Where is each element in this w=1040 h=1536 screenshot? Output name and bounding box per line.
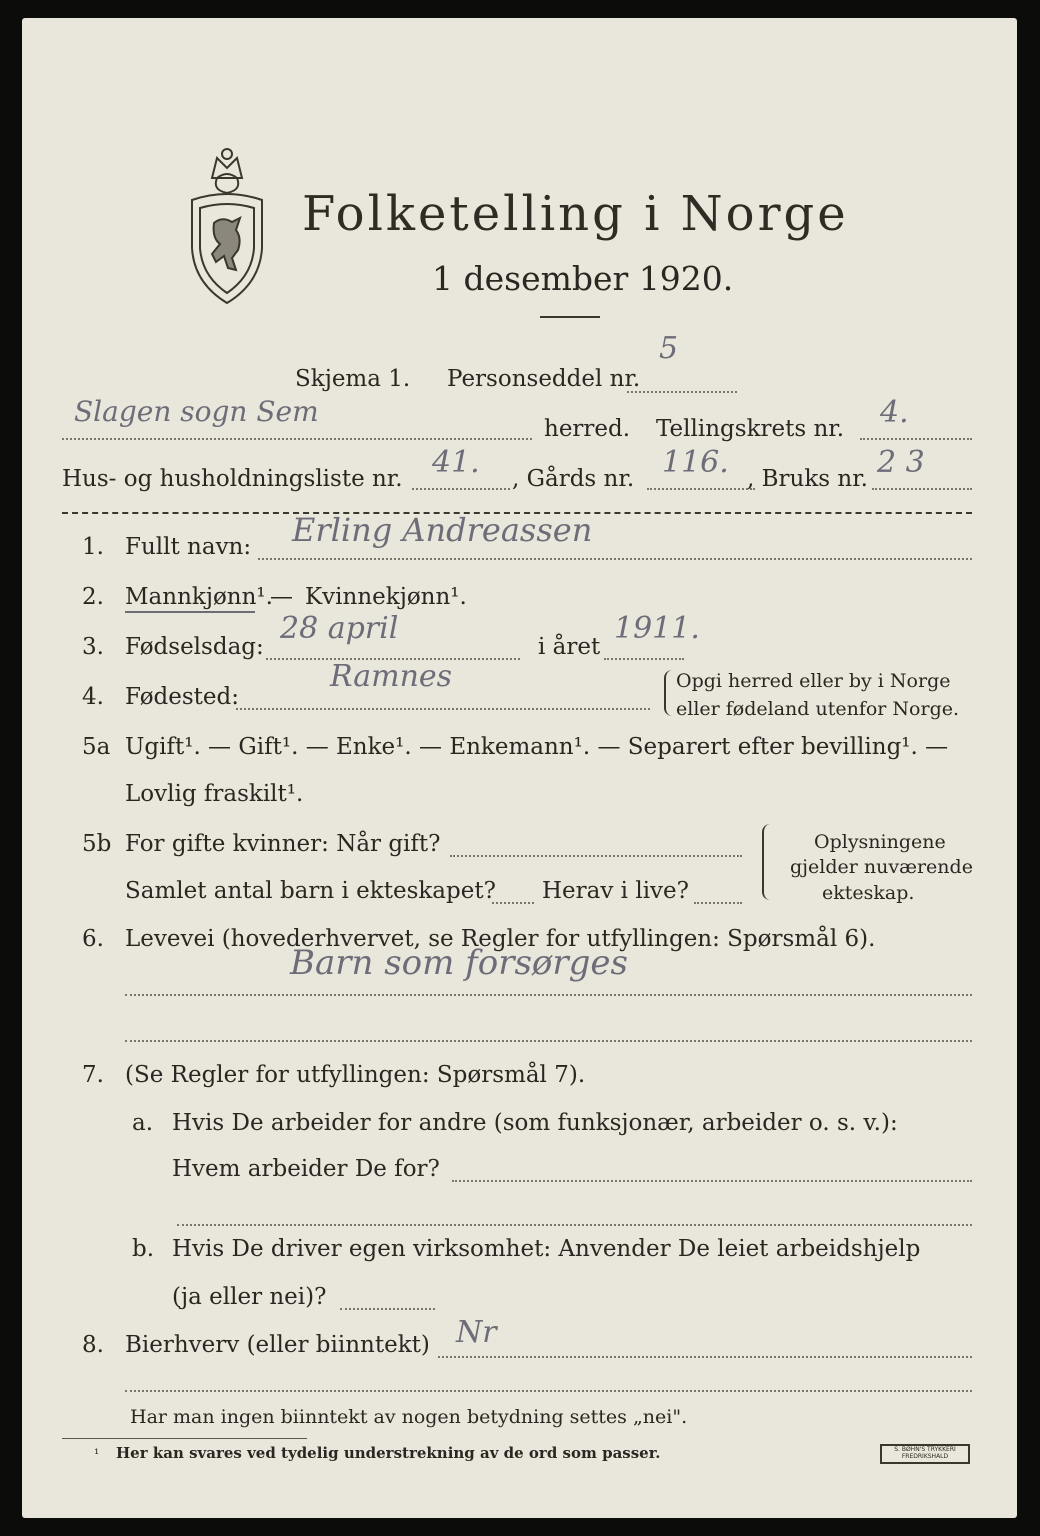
footnote-text: Her kan svares ved tydelig understrekning av de ord som passer.	[116, 1444, 661, 1462]
q4-label: Fødested:	[125, 684, 240, 710]
q5b-note-3: ekteskap.	[822, 882, 915, 904]
hus-label: Hus- og husholdningsliste nr.	[62, 466, 403, 492]
q7-label: (Se Regler for utfyllingen: Spørsmål 7).	[125, 1062, 586, 1088]
q3-label: Fødselsdag:	[125, 634, 264, 660]
census-form	[22, 18, 1017, 1518]
q7-number: 7.	[82, 1062, 104, 1088]
bruks-label: , Bruks nr.	[747, 466, 868, 492]
q3-birthday-value: 28 april	[280, 611, 399, 646]
printer-stamp: S. BØHN'S TRYKKERI FREDRIKSHALD	[880, 1444, 970, 1464]
q5b-note-2: gjelder nuværende	[790, 856, 973, 878]
gards-label: , Gårds nr.	[512, 466, 635, 492]
herred-label: herred.	[544, 416, 631, 442]
tellingskrets-value: 4.	[880, 395, 909, 430]
tellingskrets-label: Tellingskrets nr.	[656, 416, 845, 442]
q7b-line-1: Hvis De driver egen virksomhet: Anvender De leiet arbeidshjelp	[172, 1236, 921, 1262]
footer-note: Har man ingen biinntekt av nogen betydning settes „nei".	[130, 1406, 688, 1428]
hus-value: 41.	[432, 445, 480, 480]
personseddel-label: Personseddel nr.	[447, 366, 641, 392]
coat-of-arms-icon	[182, 138, 272, 308]
q7a-line-2: Hvem arbeider De for?	[172, 1156, 440, 1182]
gards-value: 116.	[662, 445, 729, 480]
q5b-married-label: For gifte kvinner: Når gift?	[125, 831, 441, 857]
q7b-letter: b.	[132, 1236, 155, 1262]
q8-number: 8.	[82, 1332, 104, 1358]
form-date: 1 desember 1920.	[432, 259, 734, 298]
q5a-options-cont: Lovlig fraskilt¹.	[125, 781, 304, 807]
bruks-value: 2 3	[877, 445, 925, 480]
q8-value: Nr	[456, 1315, 497, 1350]
q5b-number: 5b	[82, 831, 112, 857]
q1-label: Fullt navn:	[125, 534, 252, 560]
q4-number: 4.	[82, 684, 104, 710]
form-title: Folketelling i Norge	[302, 186, 849, 242]
q7a-letter: a.	[132, 1110, 154, 1136]
footnote-mark: ¹	[94, 1447, 100, 1462]
q5b-alive-label: Herav i live?	[542, 878, 689, 904]
q8-label: Bierhverv (eller biinntekt)	[125, 1332, 430, 1358]
herred-value: Slagen sogn Sem	[74, 395, 319, 428]
q3-year-value: 1911.	[614, 611, 700, 646]
q2-separator: —	[270, 584, 293, 610]
q3-number: 3.	[82, 634, 104, 660]
skjema-label: Skjema 1.	[295, 366, 411, 392]
q1-name-value: Erling Andreassen	[292, 511, 593, 549]
q5a-options: Ugift¹. — Gift¹. — Enke¹. — Enkemann¹. — Separert efter bevilling¹. —	[125, 734, 949, 760]
personseddel-value: 5	[659, 331, 679, 366]
q2-male-option: Mannkjønn¹.	[125, 584, 273, 610]
q7b-line-2: (ja eller nei)?	[172, 1284, 327, 1310]
q3-year-label: i året	[538, 634, 601, 660]
title-divider	[540, 316, 600, 318]
q6-occupation-value: Barn som forsørges	[290, 943, 628, 983]
q5b-children-label: Samlet antal barn i ekteskapet?	[125, 878, 496, 904]
q5b-note-1: Oplysningene	[814, 831, 946, 853]
q6-label: Levevei (hovederhvervet, se Regler for utfyllingen: Spørsmål 6).	[125, 926, 876, 952]
q6-number: 6.	[82, 926, 104, 952]
q4-note-2: eller fødeland utenfor Norge.	[676, 698, 960, 720]
q2-female-option: Kvinnekjønn¹.	[305, 584, 467, 610]
q4-birthplace-value: Ramnes	[330, 659, 453, 694]
q4-note-1: Opgi herred eller by i Norge	[676, 670, 951, 692]
q2-male-underline	[125, 611, 255, 613]
q1-number: 1.	[82, 534, 104, 560]
q7a-line-1: Hvis De arbeider for andre (som funksjonær, arbeider o. s. v.):	[172, 1110, 898, 1136]
q2-number: 2.	[82, 584, 104, 610]
q5a-number: 5a	[82, 734, 111, 760]
